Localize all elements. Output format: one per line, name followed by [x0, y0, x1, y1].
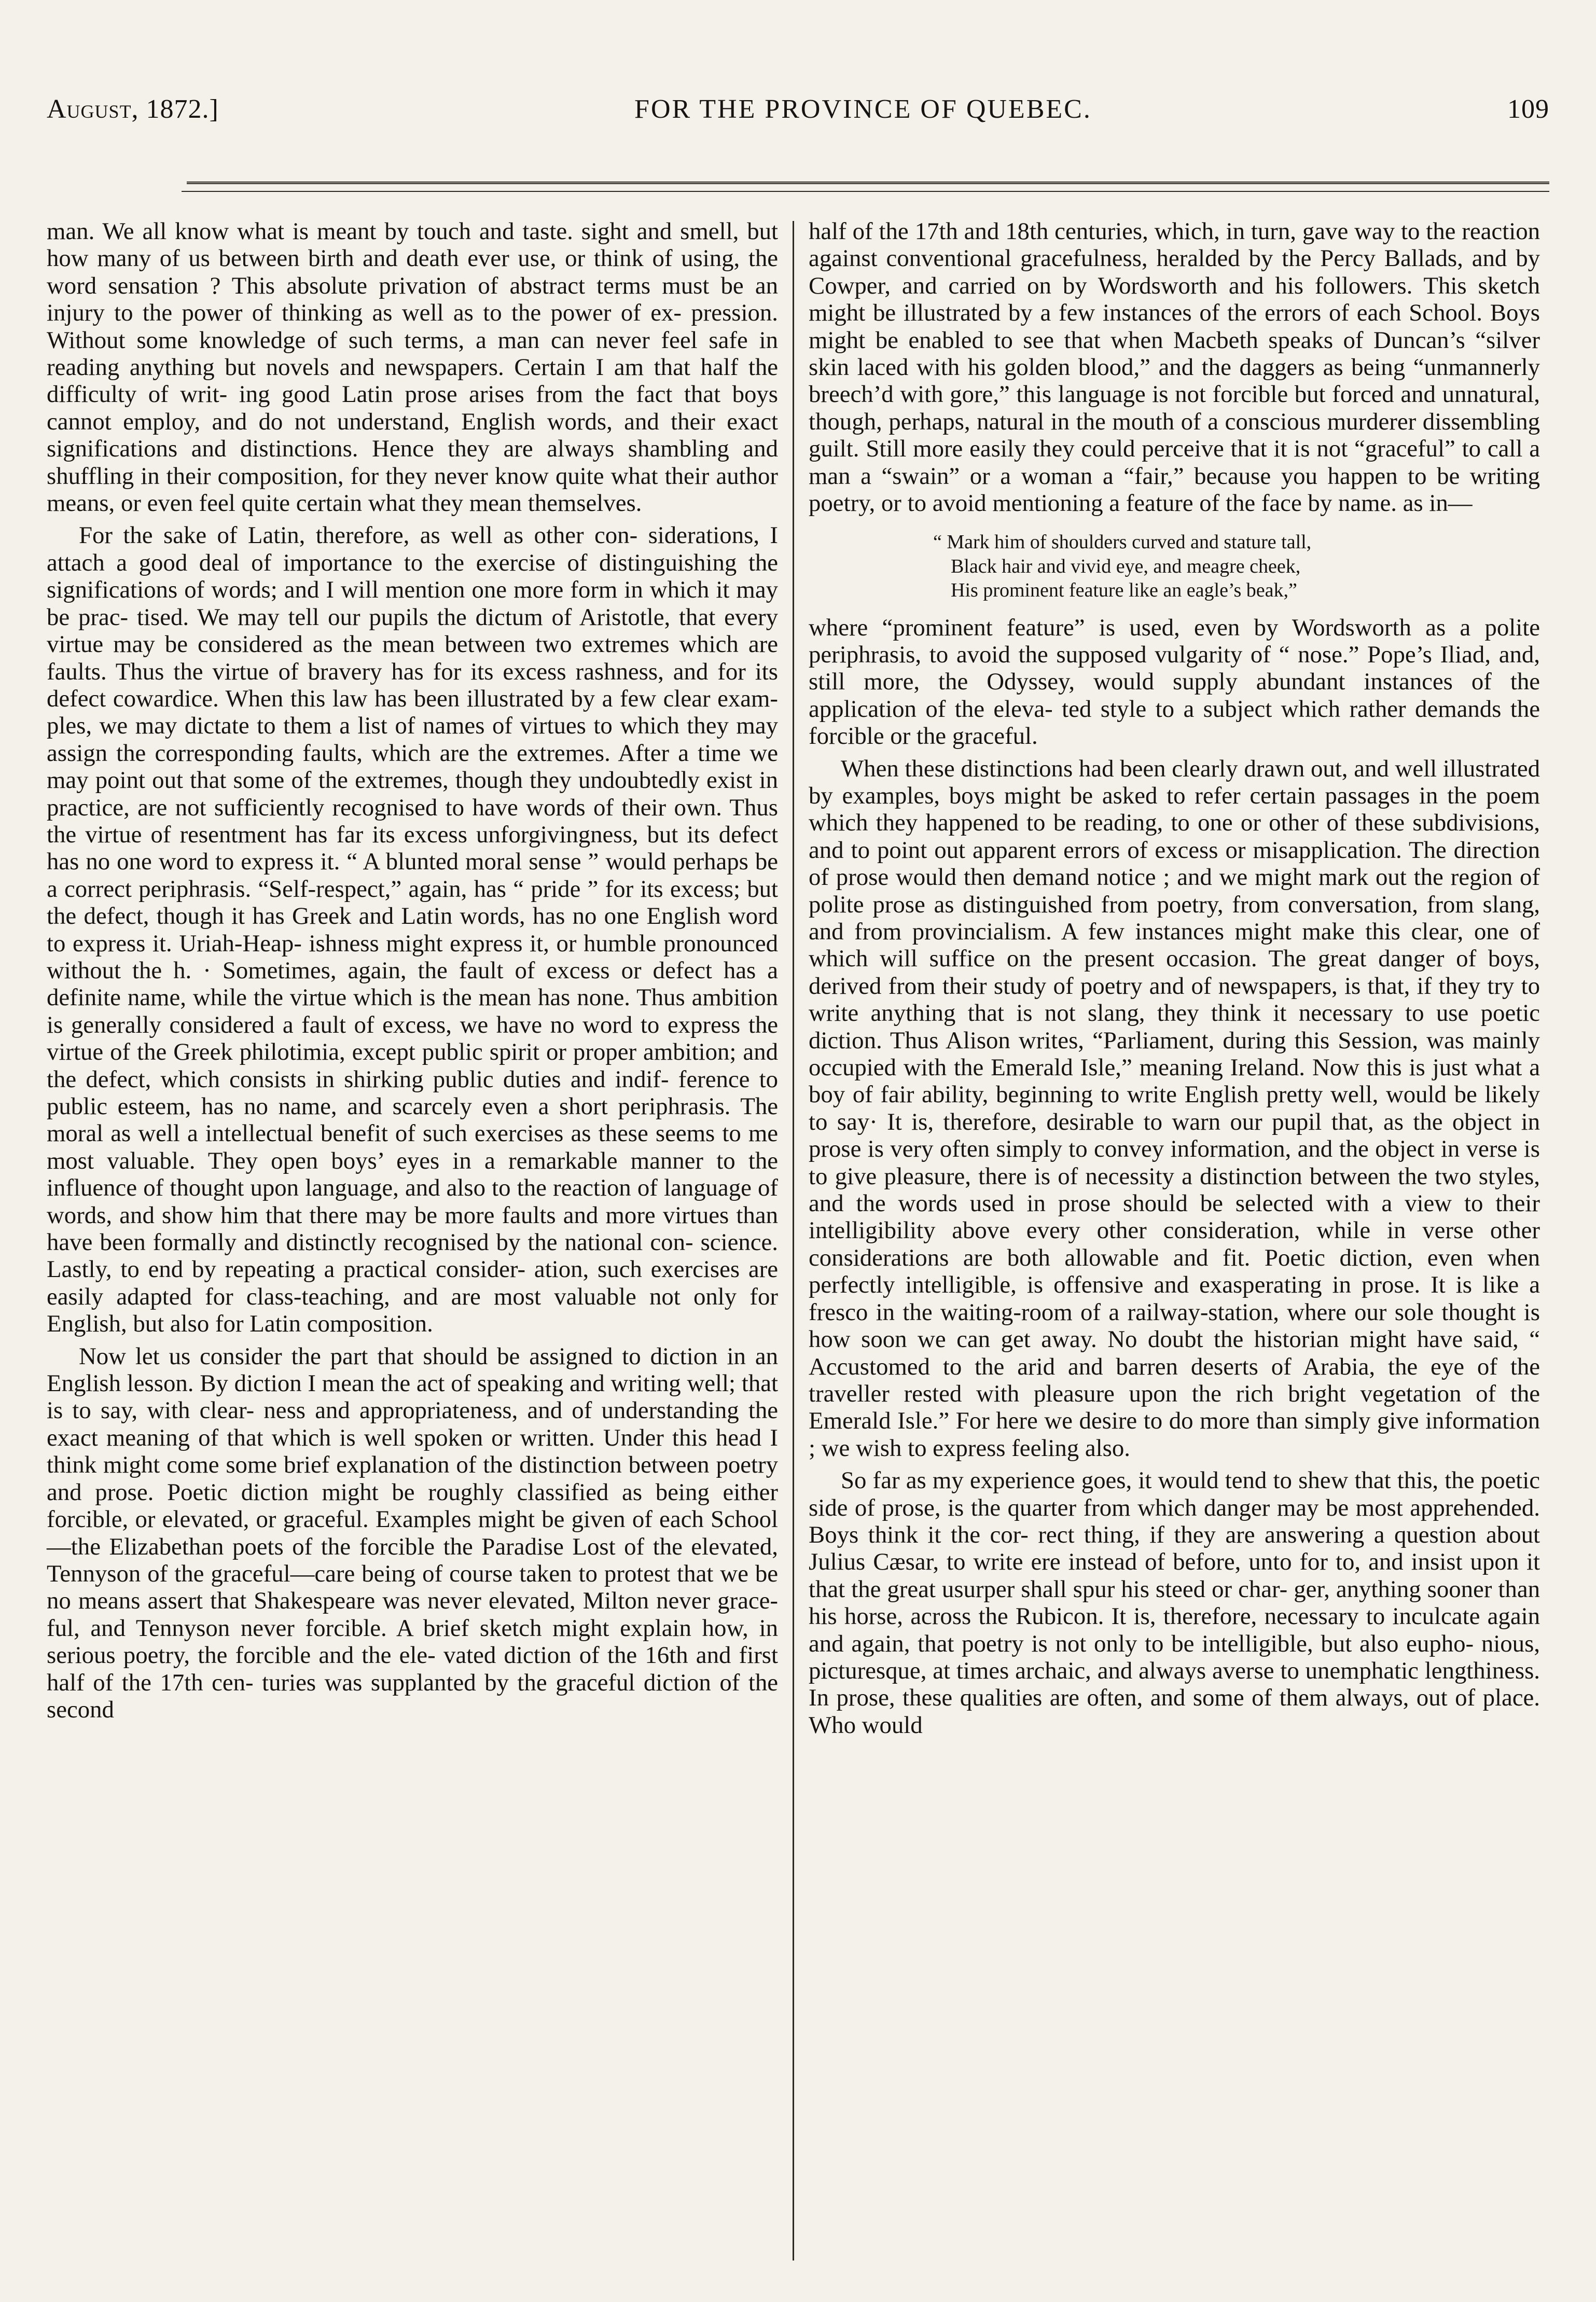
header-double-rule: [187, 182, 1549, 184]
journal-page: [47, 62, 1549, 2267]
right-column: [794, 218, 1540, 2267]
journal-title: FOR THE PROVINCE OF QUEBEC.: [634, 94, 1092, 124]
verse-line: “ Mark him of shoulders curved and stature tall,: [933, 531, 1312, 553]
header-thin-rule: [182, 191, 1549, 192]
page-number: 109: [1507, 94, 1549, 124]
article-body: [47, 218, 1549, 2267]
paragraph: half of the 17th and 18th centuries, which, in turn, gave way to the reaction against conventional gracefulness, heralded by the Percy Ballads, and by Cowper, and carried on by Wordsworth and his followers. This sketch might be illustrated by a few instances of the errors of each School. Boys might be enabled to see that when Macbeth speaks of Duncan’s “silver skin laced with his golden blood,” and the daggers as being “unmannerly breech’d with gore,” this language is not forcible but forced and unnatural, though, perhaps, natural in the mouth of a conscious murderer dissembling guilt. Still more easily they could perceive that it is not “graceful” to call a man a “swain” or a woman a “fair,” because you happen to be writing poetry, or to avoid mentioning a feature of the face by name. as in—: [809, 218, 1540, 517]
running-head: [47, 62, 1549, 124]
verse-quotation: [933, 530, 1540, 602]
paragraph: When these distinctions had been clearly drawn out, and well illustrated by examples, boys might be asked to refer certain passages in the poem which they happened to be reading, to one or other of these subdivisions, and to point out apparent errors of excess or misapplication. The direction of prose would then demand notice ; and we might mark out the region of polite prose as distinguished from poetry, from conversation, from slang, and from provincialism. A few instances might make this clear, one of which will suffice on the present occasion. The great danger of boys, derived from their study of poetry and of newspapers, is that, if they try to write anything that is not slang, they think it necessary to use poetic diction. Thus Alison writes, “Parliament, during this Session, was mainly occupied with the Emerald Isle,” meaning Ireland. Now this is just what a boy of fair ability, beginning to write English pretty well, would be likely to say· It is, therefore, desirable to warn our pupil that, as the object in prose is very often simply to convey information, and the object in verse is to give pleasure, there is of necessity a distinction between the two styles, and the words used in prose should be selected with a view to their intelligibility above every other consideration, while in verse other considerations are both allowable and fit. Poetic diction, even when perfectly intelligible, is offensive and exasperating in prose. It is like a fresco in the waiting-room of a railway-station, where our sole thought is how soon we can get away. No doubt the historian might have said, “ Accustomed to the arid and barren deserts of Arabia, the eye of the traveller rested with pleasure upon the rich bright vegetation of the Emerald Isle.” For here we desire to do more than simply give information ; we wish to express feeling also.: [809, 755, 1540, 1462]
issue-date: August, 1872.]: [47, 94, 219, 124]
verse-line: Black hair and vivid eye, and meagre cheek,: [951, 555, 1301, 577]
paragraph: Now let us consider the part that should be assigned to diction in an English lesson. By diction I mean the act of speaking and writing well; that is to say, with clear- ness and appropriateness, and of understanding the exact meaning of that which is well spoken or written. Under this head I think might come some brief explanation of the distinction between poetry and prose. Poetic diction might be roughly classified as being either forcible, or elevated, or graceful. Examples might be given of each School—the Elizabethan poets of the forcible the Paradise Lost of the elevated, Tennyson of the graceful—care being of course taken to protest that we be no means assert that Shakespeare was never elevated, Milton never grace- ful, and Tennyson never forcible. A brief sketch might explain how, in serious poetry, the forcible and the ele- vated diction of the 16th and first half of the 17th cen- turies was supplanted by the graceful diction of the second: [47, 1342, 778, 1723]
paragraph: where “prominent feature” is used, even by Wordsworth as a polite periphrasis, to avoid the supposed vulgarity of “ nose.” Pope’s Iliad, and, still more, the Odyssey, would supply abundant instances of the application of the eleva- ted style to a subject which rather demands the forcible or the graceful.: [809, 614, 1540, 750]
left-column: [47, 218, 793, 2267]
verse-line: His prominent feature like an eagle’s beak,”: [951, 579, 1297, 602]
paragraph: So far as my experience goes, it would tend to shew that this, the poetic side of prose, is the quarter from which danger may be most apprehended. Boys think it the cor- rect thing, if they are answering a question about Julius Cæsar, to write ere instead of before, unto for to, and insist upon it that the great usurper shall spur his steed or char- ger, anything sooner than his horse, across the Rubicon. It is, therefore, necessary to inculcate again and again, that poetry is not only to be intelligible, but also eupho- nious, picturesque, at times archaic, and always averse to unemphatic lengthiness. In prose, these qualities are often, and some of them always, out of place. Who would: [809, 1467, 1540, 1739]
paragraph: For the sake of Latin, therefore, as well as other con- siderations, I attach a good deal of importance to the exercise of distinguishing the significations of words; and I will mention one more form in which it may be prac- tised. We may tell our pupils the dictum of Aristotle, that every virtue may be considered as the mean between two extremes which are faults. Thus the virtue of bravery has for its excess rashness, and for its defect cowardice. When this law has been illustrated by a few clear exam- ples, we may dictate to them a list of names of virtues to which they may assign the corresponding faults, which are the extremes. After a time we may point out that some of the extremes, though they undoubtedly exist in practice, are not sufficiently recognised to have words of their own. Thus the virtue of resentment has far its excess unforgivingness, but its defect has no one word to express it. “ A blunted moral sense ” would perhaps be a correct periphrasis. “Self-respect,” again, has “ pride ” for its excess; but the defect, though it has Greek and Latin words, has no one English word to express it. Uriah-Heap- ishness might express it, or humble pronounced without the h. · Sometimes, again, the fault of excess or defect has a definite name, while the virtue which is the mean has none. Thus ambition is generally considered a fault of excess, we have no word to express the virtue of the Greek philotimia, except public spirit or proper ambition; and the defect, which consists in shirking public duties and indif- ference to public esteem, has no name, and scarcely even a short periphrasis. The moral as well a intellectual benefit of such exercises as these seems to me most valuable. They open boys’ eyes in a remarkable manner to the influence of thought upon language, and also to the reaction of language of words, and show him that there may be more faults and more virtues than have been formally and distinctly recognised by the national con- science. Lastly, to end by repeating a practical consider- ation, such exercises are easily adapted for class-teaching, and are most valuable not only for English, but also for Latin composition.: [47, 522, 778, 1338]
paragraph: man. We all know what is meant by touch and taste. sight and smell, but how many of us between birth and death ever use, or think of using, the word sensation ? This absolute privation of abstract terms must be an injury to the power of thinking as well as to the power of ex- pression. Without some knowledge of such terms, a man can never feel safe in reading anything but novels and newspapers. Certain I am that half the difficulty of writ- ing good Latin prose arises from the fact that boys cannot employ, and do not understand, English words, and their exact significations and distinctions. Hence they are always shambling and shuffling in their composition, for they never know quite what their author means, or even feel quite certain what they mean themselves.: [47, 218, 778, 517]
